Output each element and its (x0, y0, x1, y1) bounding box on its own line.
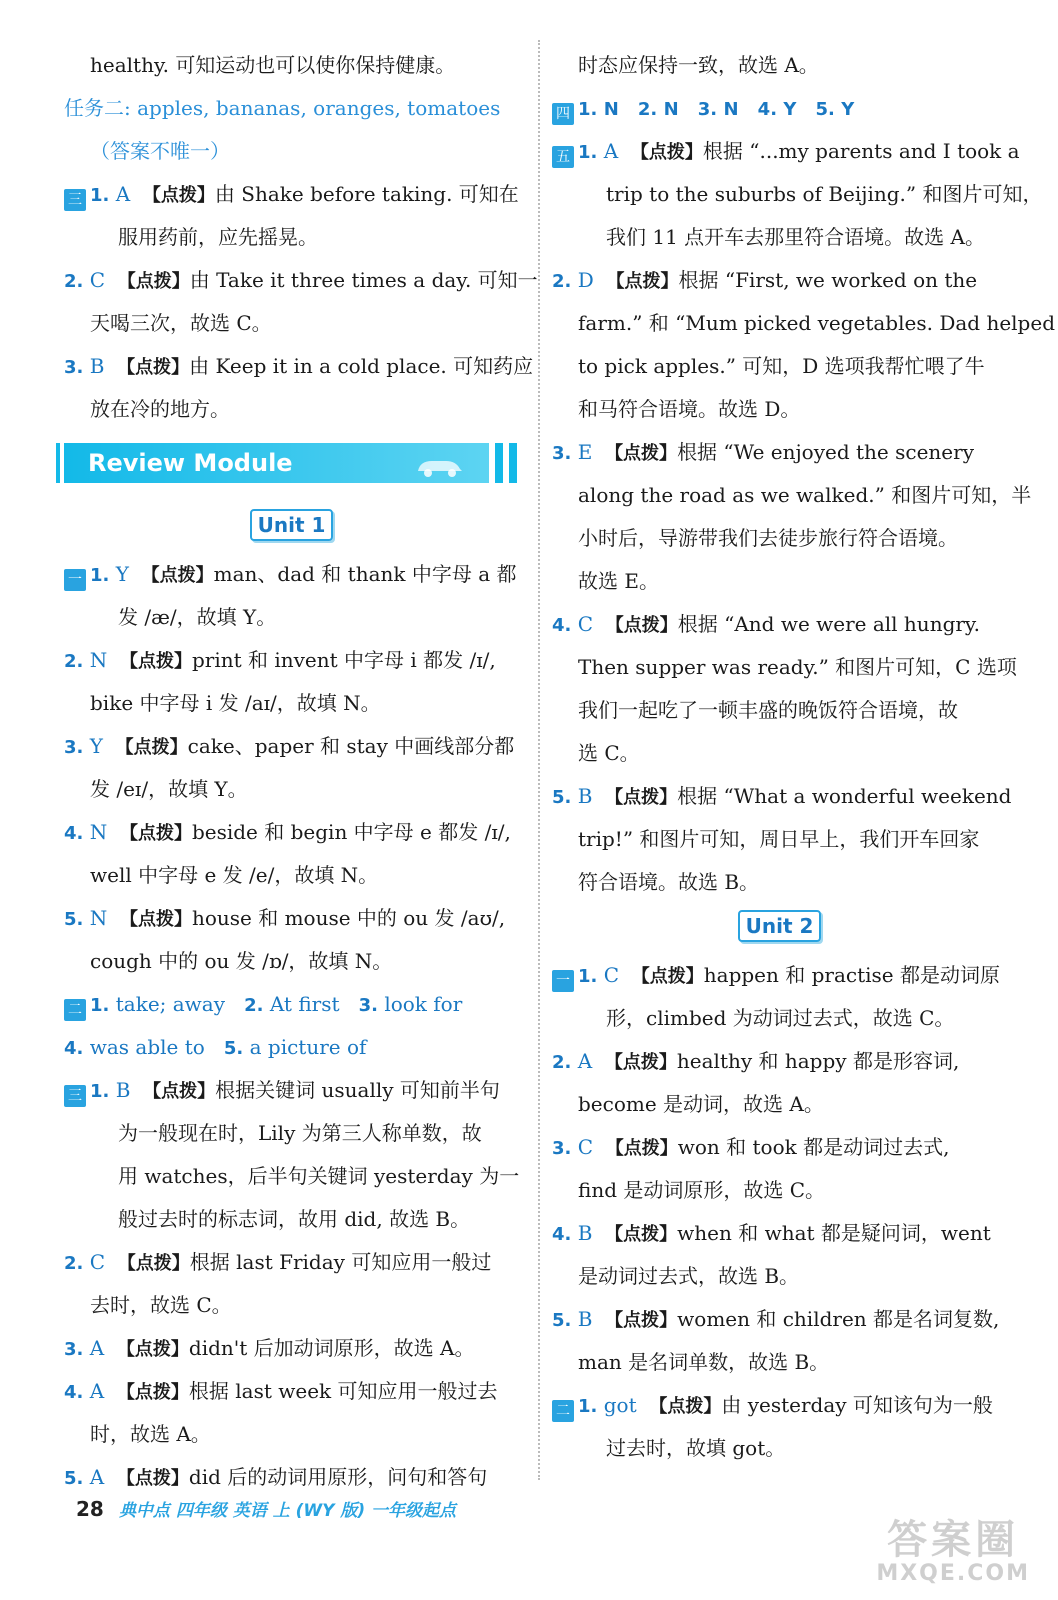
text-line: farm.” 和 “Mum picked vegetables. Dad helped (578, 311, 1055, 335)
column-divider (538, 40, 540, 1480)
text-line: 过去时，故填 got。 (606, 1436, 786, 1460)
text-line: become 是动词，故选 A。 (578, 1092, 824, 1116)
unit-1-label: Unit 1 (250, 509, 334, 541)
right-column (552, 44, 1055, 1470)
text-line: 用 watches，后半句关键词 yesterday 为一 (118, 1164, 520, 1188)
text-line: trip!” 和图片可知，周日早上，我们开车回家 (578, 827, 980, 851)
section-badge: 三 (64, 189, 86, 211)
unit-heading (64, 503, 519, 553)
text-line: 选 C。 (578, 741, 640, 765)
text-line: trip to the suburbs of Beijing.” 和图片可知， (606, 182, 1043, 206)
text-line: 我们一起吃了一顿丰盛的晚饭符合语境，故 (578, 698, 958, 722)
answer-line: 5. B 【点拨】women 和 children 都是名词复数, (552, 1307, 1000, 1331)
answer-line: 三 1. A 【点拨】由 Shake before taking. 可知在 (64, 173, 519, 216)
answer-line: 一 1. Y 【点拨】man、dad 和 thank 中字母 a 都 (64, 553, 519, 596)
text-line: along the road as we walked.” 和图片可知，半 (578, 483, 1032, 507)
page-number: 28 (76, 1497, 104, 1521)
answer-line: 3. Y 【点拨】cake、paper 和 stay 中画线部分都 (64, 734, 515, 758)
answer-line: 3. C 【点拨】won 和 took 都是动词过去式, (552, 1135, 950, 1159)
text-line: Then supper was ready.” 和图片可知，C 选项 (578, 655, 1017, 679)
tip-label: 【点拨】 (142, 185, 215, 206)
text-line: 天喝三次，故选 C。 (90, 311, 272, 335)
answer-line: 4. C 【点拨】根据 “And we were all hungry. (552, 612, 980, 636)
banner-title: Review Module (88, 449, 293, 477)
answer-line: 三 1. B 【点拨】根据关键词 usually 可知前半句 (64, 1069, 519, 1112)
text-line: 故选 E。 (578, 569, 659, 593)
text-line: 发 /eɪ/，故填 Y。 (90, 777, 248, 801)
review-module-banner (64, 443, 519, 483)
text-line: 为一般现在时，Lily 为第三人称单数，故 (118, 1121, 482, 1145)
task-line: 任务二: apples, bananas, oranges, tomatoes (64, 96, 501, 120)
answer-line: 2. D 【点拨】根据 “First, we worked on the (552, 268, 978, 292)
answer-line: 5. B 【点拨】根据 “What a wonderful weekend (552, 784, 1012, 808)
text-line: man 是名词单数，故选 B。 (578, 1350, 830, 1374)
unit-2-label: Unit 2 (738, 910, 822, 942)
answer-line: 4. A 【点拨】根据 last week 可知应用一般过去 (64, 1379, 498, 1403)
car-icon (412, 455, 468, 479)
left-column (64, 44, 538, 1499)
answer-line: 二 1. got 【点拨】由 yesterday 可知该句为一般 (552, 1384, 1007, 1427)
text-line: 服用药前，应先摇晃。 (118, 225, 318, 249)
text-line: 我们 11 点开车去那里符合语境。故选 A。 (606, 225, 985, 249)
text-line: 符合语境。故选 B。 (578, 870, 760, 894)
text-line: 形，climbed 为动词过去式，故选 C。 (606, 1006, 955, 1030)
answer-line: 五 1. A 【点拨】根据 “...my parents and I took a (552, 130, 1007, 173)
task-label: 任务二: (64, 96, 131, 120)
text-line: 小时后，导游带我们去徒步旅行符合语境。 (578, 526, 958, 550)
text-line: 发 /æ/，故填 Y。 (118, 605, 277, 629)
banner-stripe (495, 443, 503, 483)
answer-line: 2. C 【点拨】根据 last Friday 可知应用一般过 (64, 1250, 492, 1274)
answer-line: 3. A 【点拨】didn't 后加动词原形，故选 A。 (64, 1336, 475, 1360)
note-line: （答案不唯一） (90, 139, 230, 163)
answer-line: 5. N 【点拨】house 和 mouse 中的 ou 发 /aʊ/, (64, 906, 506, 930)
text-line: healthy. 可知运动也可以使你保持健康。 (90, 53, 456, 77)
answer-line: 二 1. take; away 2. At first 3. look for (64, 983, 519, 1026)
text-line: find 是动词原形，故选 C。 (578, 1178, 826, 1202)
text-line: 般过去时的标志词，故用 did, 故选 B。 (118, 1207, 471, 1231)
answer-line: 5. A 【点拨】did 后的动词用原形，问句和答句 (64, 1465, 488, 1489)
answer-line: 4. was able to 5. a picture of (64, 1035, 367, 1059)
answer-line: 3. B 【点拨】由 Keep it in a cold place. 可知药应 (64, 354, 534, 378)
page-footer (76, 1492, 456, 1526)
answer-line: 2. C 【点拨】由 Take it three times a day. 可知一 (64, 268, 538, 292)
answer-line: 4. B 【点拨】when 和 what 都是疑问词，went (552, 1221, 991, 1245)
answer-line: 3. E 【点拨】根据 “We enjoyed the scenery (552, 440, 975, 464)
text-line: 放在冷的地方。 (90, 397, 230, 421)
book-title: 典中点 四年级 英语 上 (WY 版) 一年级起点 (118, 1501, 457, 1521)
text-line: cough 中的 ou 发 /ɒ/，故填 N。 (90, 949, 393, 973)
text-line: 时，故选 A。 (90, 1422, 211, 1446)
text-line: 是动词过去式，故选 B。 (578, 1264, 800, 1288)
banner-stripe (509, 443, 517, 483)
text-line: 时态应保持一致，故选 A。 (578, 53, 819, 77)
unit-heading (552, 904, 1007, 954)
answer-line: 一 1. C 【点拨】happen 和 practise 都是动词原 (552, 954, 1007, 997)
answer-line: 2. A 【点拨】healthy 和 happy 都是形容词, (552, 1049, 960, 1073)
text-line: well 中字母 e 发 /e/，故填 N。 (90, 863, 379, 887)
watermark-logo: 答案圈 MXQE.COM (876, 1517, 1030, 1586)
answer-line: 四 1. N 2. N 3. N 4. Y 5. Y (552, 87, 1007, 130)
text-line: bike 中字母 i 发 /aɪ/，故填 N。 (90, 691, 381, 715)
text-line: 去时，故选 C。 (90, 1293, 232, 1317)
answer-line: 2. N 【点拨】print 和 invent 中字母 i 都发 /ɪ/, (64, 648, 496, 672)
text-line: 和马符合语境。故选 D。 (578, 397, 801, 421)
text-line: to pick apples.” 可知，D 选项我帮忙喂了牛 (578, 354, 985, 378)
answer-line: 4. N 【点拨】beside 和 begin 中字母 e 都发 /ɪ/, (64, 820, 511, 844)
